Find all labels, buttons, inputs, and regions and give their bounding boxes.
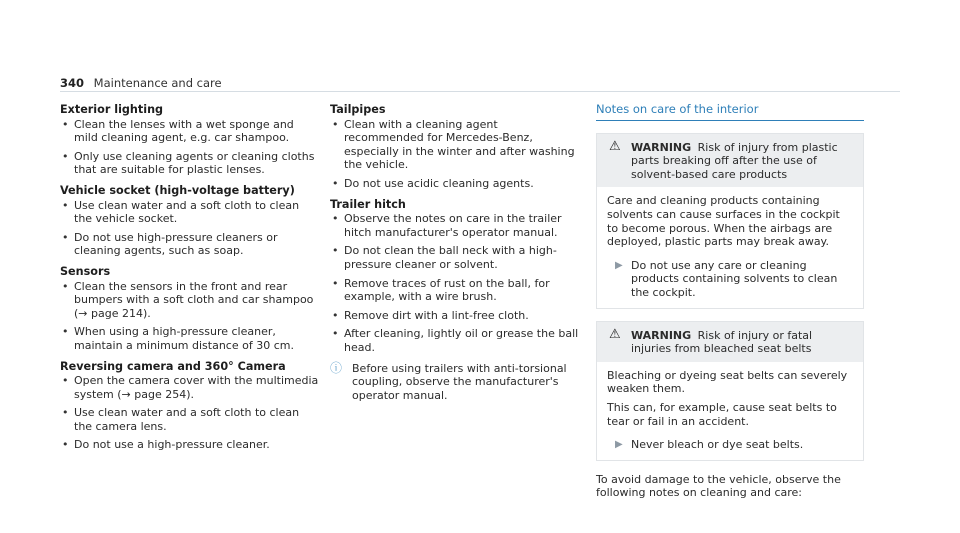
warning-label: WARNING (631, 328, 692, 342)
warning-step (607, 259, 853, 300)
list-item: • Use clean water and a soft cloth to clean the camera lens. (60, 406, 320, 433)
warning-box (596, 321, 864, 461)
section-exterior-lighting (60, 103, 320, 177)
section-reversing-camera (60, 360, 320, 453)
list-item: • Do not clean the ball neck with a high-pressure cleaner or solvent. (330, 244, 580, 271)
warning-header (597, 322, 863, 362)
list-item: • Do not use acidic cleaning agents. (330, 177, 580, 191)
warning-text: This can, for example, cause seat belts to tear or fail in an accident. (607, 400, 837, 428)
list-item: • Remove traces of rust on the ball, for example, with a wire brush. (330, 277, 580, 304)
column-left (60, 103, 320, 459)
page-header (60, 76, 222, 90)
list-item: • Do not use high-pressure cleaners or cleaning agents, such as soap. (60, 231, 320, 258)
warning-body (597, 187, 863, 307)
section-title: Reversing camera and 360° Camera (60, 359, 286, 373)
arrow-right-icon: ▶ (615, 259, 623, 271)
list-item: • Observe the notes on care in the trailer hitch manufacturer's operator manual. (330, 212, 580, 239)
list-item: • Clean with a cleaning agent recommended for Mercedes-Benz, especially in the winter and after washing the vehicle. (330, 118, 580, 172)
column-right (596, 103, 864, 500)
warning-step (607, 438, 853, 452)
section-title: Sensors (60, 264, 111, 278)
list-item: • Do not use a high-pressure cleaner. (60, 438, 320, 452)
info-note (330, 362, 580, 403)
section-tailpipes (330, 103, 580, 191)
list-item: • Open the camera cover with the multimedia system (→ page 254). (60, 374, 320, 401)
list-item: • When using a high-pressure cleaner, maintain a minimum distance of 30 cm. (60, 325, 320, 352)
warning-body (597, 362, 863, 460)
warning-heading: Risk of injury or fatal injuries from bleached seat belts (631, 328, 813, 356)
section-title: Trailer hitch (330, 197, 406, 211)
warning-label: WARNING (631, 140, 692, 154)
warning-text: Bleaching or dyeing seat belts can severely weaken them. (607, 368, 848, 396)
page-number: 340 (60, 76, 85, 90)
list-item: • Use clean water and a soft cloth to clean the vehicle socket. (60, 199, 320, 226)
section-trailer-hitch (330, 198, 580, 355)
column-middle (330, 103, 580, 402)
section-title: Exterior lighting (60, 103, 164, 116)
header-rule (60, 91, 900, 92)
closing-paragraph: To avoid damage to the vehicle, observe the following notes on cleaning and care: (596, 472, 841, 500)
list-item: • Remove dirt with a lint-free cloth. (330, 309, 580, 323)
list-item: • Clean the lenses with a wet sponge and mild cleaning agent, e.g. car shampoo. (60, 118, 320, 145)
info-icon: ⓘ (330, 360, 343, 375)
step-text: Never bleach or dye seat belts. (631, 438, 804, 452)
warning-triangle-icon: ⚠ (609, 138, 621, 154)
section-title: Vehicle socket (high-voltage battery) (60, 183, 295, 197)
section-heading: Notes on care of the interior (596, 103, 864, 121)
chapter-title: Maintenance and care (93, 76, 222, 90)
warning-text: Care and cleaning products containing solvents can cause surfaces in the cockpit to become porous. When the airbags are deployed, plastic parts may break away. (607, 194, 840, 249)
list-item: • Clean the sensors in the front and rear bumpers with a soft cloth and car shampoo (→ page 214). (60, 280, 320, 321)
note-text: Before using trailers with anti-torsional coupling, observe the manufacturer's operator manual. (352, 361, 567, 402)
section-sensors (60, 265, 320, 353)
arrow-right-icon: ▶ (615, 439, 623, 451)
warning-triangle-icon: ⚠ (609, 326, 621, 342)
step-text: Do not use any care or cleaning products containing solvents to clean the cockpit. (631, 258, 838, 299)
section-title: Tailpipes (330, 103, 386, 116)
list-item: • Only use cleaning agents or cleaning cloths that are suitable for plastic lenses. (60, 150, 320, 177)
warning-heading: Risk of injury from plastic parts breaking off after the use of solvent-based care products (631, 140, 838, 181)
list-item: • After cleaning, lightly oil or grease the ball head. (330, 327, 580, 354)
warning-header (597, 134, 863, 188)
warning-box (596, 133, 864, 309)
section-vehicle-socket (60, 184, 320, 258)
